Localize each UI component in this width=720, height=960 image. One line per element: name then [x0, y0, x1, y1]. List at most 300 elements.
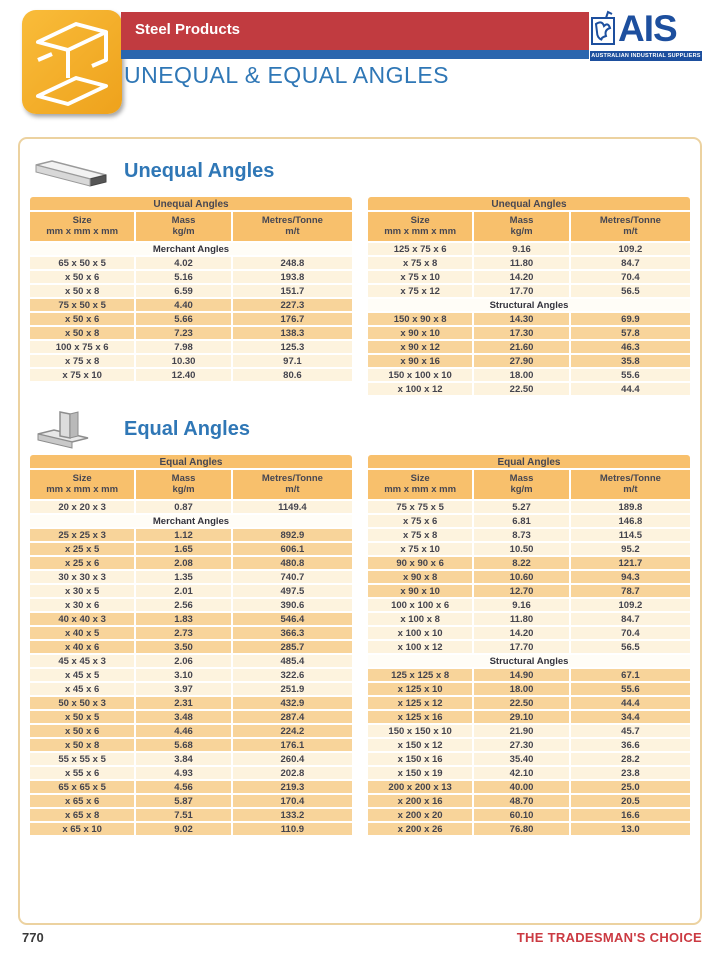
table-row [30, 683, 352, 697]
cell-metres-per-tonne: 189.8 [571, 501, 690, 515]
table-row [368, 627, 690, 641]
cell-metres-per-tonne: 202.8 [233, 767, 352, 781]
table-title: Equal Angles [30, 455, 352, 470]
cell-mass: 17.70 [474, 641, 571, 655]
cell-mass: 9.02 [136, 823, 233, 837]
cell-metres-per-tonne: 121.7 [571, 557, 690, 571]
cell-size: x 90 x 8 [368, 571, 474, 585]
table-row [30, 753, 352, 767]
page-title: UNEQUAL & EQUAL ANGLES [124, 62, 450, 88]
cell-size: 75 x 50 x 5 [30, 299, 136, 313]
cell-mass: 12.70 [474, 585, 571, 599]
section-title-unequal: Unequal Angles [124, 159, 275, 182]
cell-mass: 8.22 [474, 557, 571, 571]
table-row [30, 529, 352, 543]
table-row [30, 355, 352, 369]
cell-metres-per-tonne: 366.3 [233, 627, 352, 641]
cell-size: x 125 x 16 [368, 711, 474, 725]
cell-size: x 45 x 5 [30, 669, 136, 683]
unequal-table-left [30, 197, 352, 383]
cell-mass: 17.70 [474, 285, 571, 299]
table-row [368, 823, 690, 837]
column-header: Size mm x mm x mm [368, 470, 474, 501]
cell-size: 30 x 30 x 3 [30, 571, 136, 585]
table-row [30, 711, 352, 725]
cell-size: 65 x 50 x 5 [30, 257, 136, 271]
cell-metres-per-tonne: 70.4 [571, 271, 690, 285]
cell-size: x 90 x 10 [368, 327, 474, 341]
cell-mass: 14.30 [474, 313, 571, 327]
table-row [30, 627, 352, 641]
table-row [368, 697, 690, 711]
cell-size: x 150 x 12 [368, 739, 474, 753]
cell-metres-per-tonne: 248.8 [233, 257, 352, 271]
cell-size: x 200 x 20 [368, 809, 474, 823]
column-header: Size mm x mm x mm [30, 212, 136, 243]
cell-metres-per-tonne: 892.9 [233, 529, 352, 543]
table-row [30, 571, 352, 585]
cell-mass: 21.60 [474, 341, 571, 355]
table-row [368, 543, 690, 557]
cell-mass: 4.56 [136, 781, 233, 795]
unequal-tables-row [30, 197, 690, 397]
table-row [30, 697, 352, 711]
cell-metres-per-tonne: 138.3 [233, 327, 352, 341]
cell-size: x 150 x 19 [368, 767, 474, 781]
cell-metres-per-tonne: 170.4 [233, 795, 352, 809]
cell-mass: 5.66 [136, 313, 233, 327]
table-title: Equal Angles [368, 455, 690, 470]
table-row [30, 795, 352, 809]
ibeam-outline-icon [28, 16, 116, 108]
cell-metres-per-tonne: 94.3 [571, 571, 690, 585]
cell-mass: 0.87 [136, 501, 233, 515]
cell-size: x 25 x 5 [30, 543, 136, 557]
table-row [368, 557, 690, 571]
cell-metres-per-tonne: 95.2 [571, 543, 690, 557]
table-row [368, 501, 690, 515]
cell-size: x 75 x 10 [368, 543, 474, 557]
table-title: Unequal Angles [368, 197, 690, 212]
cell-mass: 7.98 [136, 341, 233, 355]
cell-mass: 3.97 [136, 683, 233, 697]
cell-metres-per-tonne: 151.7 [233, 285, 352, 299]
cell-mass: 76.80 [474, 823, 571, 837]
table-header-row [368, 212, 690, 243]
table-row [368, 271, 690, 285]
equal-tables-row [30, 455, 690, 837]
column-header: Metres/Tonne m/t [571, 212, 690, 243]
footer-tagline: THE TRADESMAN'S CHOICE [516, 930, 702, 945]
cell-mass: 14.20 [474, 271, 571, 285]
cell-mass: 27.30 [474, 739, 571, 753]
cell-metres-per-tonne: 67.1 [571, 669, 690, 683]
cell-metres-per-tonne: 251.9 [233, 683, 352, 697]
cell-mass: 18.00 [474, 683, 571, 697]
table-subheader: Merchant Angles [30, 243, 352, 257]
cell-mass: 60.10 [474, 809, 571, 823]
cell-metres-per-tonne: 36.6 [571, 739, 690, 753]
cell-size: 25 x 25 x 3 [30, 529, 136, 543]
column-header: Mass kg/m [136, 470, 233, 501]
table-row [368, 753, 690, 767]
cell-mass: 3.48 [136, 711, 233, 725]
cell-size: 200 x 200 x 13 [368, 781, 474, 795]
cell-mass: 27.90 [474, 355, 571, 369]
cell-size: x 200 x 26 [368, 823, 474, 837]
cell-size: x 75 x 12 [368, 285, 474, 299]
cell-size: x 50 x 8 [30, 285, 136, 299]
cell-mass: 21.90 [474, 725, 571, 739]
cell-metres-per-tonne: 193.8 [233, 271, 352, 285]
red-header-bar [121, 12, 589, 50]
cell-size: 55 x 55 x 5 [30, 753, 136, 767]
table-row [368, 669, 690, 683]
cell-mass: 10.60 [474, 571, 571, 585]
cell-metres-per-tonne: 260.4 [233, 753, 352, 767]
cell-mass: 4.46 [136, 725, 233, 739]
cell-size: x 125 x 12 [368, 697, 474, 711]
cell-mass: 35.40 [474, 753, 571, 767]
table-row [368, 795, 690, 809]
table-row [30, 669, 352, 683]
cell-metres-per-tonne: 57.8 [571, 327, 690, 341]
cell-size: x 200 x 16 [368, 795, 474, 809]
cell-metres-per-tonne: 322.6 [233, 669, 352, 683]
cell-size: x 50 x 6 [30, 313, 136, 327]
cell-mass: 48.70 [474, 795, 571, 809]
blue-header-bar [121, 50, 589, 59]
table-row [368, 341, 690, 355]
table-row [368, 257, 690, 271]
cell-size: 125 x 125 x 8 [368, 669, 474, 683]
table-row [30, 341, 352, 355]
cell-mass: 5.27 [474, 501, 571, 515]
table-row [30, 641, 352, 655]
cell-metres-per-tonne: 480.8 [233, 557, 352, 571]
cell-size: 150 x 100 x 10 [368, 369, 474, 383]
cell-size: x 100 x 12 [368, 641, 474, 655]
cell-size: 50 x 50 x 3 [30, 697, 136, 711]
cell-metres-per-tonne: 546.4 [233, 613, 352, 627]
cell-metres-per-tonne: 606.1 [233, 543, 352, 557]
cell-metres-per-tonne: 44.4 [571, 383, 690, 397]
section-title-equal: Equal Angles [124, 417, 250, 440]
cell-size: 90 x 90 x 6 [368, 557, 474, 571]
cell-metres-per-tonne: 35.8 [571, 355, 690, 369]
cell-metres-per-tonne: 740.7 [233, 571, 352, 585]
cell-mass: 4.02 [136, 257, 233, 271]
cell-metres-per-tonne: 176.1 [233, 739, 352, 753]
page-footer [22, 930, 702, 945]
table-row [30, 313, 352, 327]
cell-mass: 11.80 [474, 257, 571, 271]
table-row [368, 767, 690, 781]
cell-mass: 8.73 [474, 529, 571, 543]
cell-size: x 100 x 10 [368, 627, 474, 641]
cell-metres-per-tonne: 219.3 [233, 781, 352, 795]
table-row [368, 313, 690, 327]
table-row [30, 327, 352, 341]
cell-metres-per-tonne: 485.4 [233, 655, 352, 669]
cell-size: x 75 x 10 [368, 271, 474, 285]
cell-size: x 25 x 6 [30, 557, 136, 571]
table-row [30, 543, 352, 557]
table-row [30, 809, 352, 823]
cell-size: x 75 x 10 [30, 369, 136, 383]
table-row [30, 739, 352, 753]
cell-size: x 50 x 8 [30, 739, 136, 753]
cell-metres-per-tonne: 46.3 [571, 341, 690, 355]
cell-size: x 45 x 6 [30, 683, 136, 697]
cell-metres-per-tonne: 78.7 [571, 585, 690, 599]
cell-metres-per-tonne: 1149.4 [233, 501, 352, 515]
table-row [368, 327, 690, 341]
table-row [368, 641, 690, 655]
cell-mass: 22.50 [474, 383, 571, 397]
table-row [368, 739, 690, 753]
cell-size: 45 x 45 x 3 [30, 655, 136, 669]
table-header-row [368, 470, 690, 501]
cell-size: 20 x 20 x 3 [30, 501, 136, 515]
cell-size: x 30 x 5 [30, 585, 136, 599]
cell-mass: 2.56 [136, 599, 233, 613]
cell-metres-per-tonne: 69.9 [571, 313, 690, 327]
table-row [368, 725, 690, 739]
equal-table-left [30, 455, 352, 837]
cell-size: 150 x 150 x 10 [368, 725, 474, 739]
cell-mass: 12.40 [136, 369, 233, 383]
cell-metres-per-tonne: 133.2 [233, 809, 352, 823]
cell-metres-per-tonne: 432.9 [233, 697, 352, 711]
cell-mass: 22.50 [474, 697, 571, 711]
steel-beam-logo-icon [22, 10, 122, 114]
table-row [368, 809, 690, 823]
table-subheader: Merchant Angles [30, 515, 352, 529]
cell-metres-per-tonne: 224.2 [233, 725, 352, 739]
cell-size: 65 x 65 x 5 [30, 781, 136, 795]
cell-mass: 2.01 [136, 585, 233, 599]
cell-mass: 6.59 [136, 285, 233, 299]
cell-size: x 50 x 6 [30, 725, 136, 739]
cell-mass: 29.10 [474, 711, 571, 725]
cell-size: x 75 x 6 [368, 515, 474, 529]
table-row [368, 711, 690, 725]
cell-metres-per-tonne: 109.2 [571, 599, 690, 613]
cell-metres-per-tonne: 80.6 [233, 369, 352, 383]
cell-size: x 90 x 16 [368, 355, 474, 369]
column-header: Size mm x mm x mm [368, 212, 474, 243]
table-row [30, 655, 352, 669]
cell-metres-per-tonne: 227.3 [233, 299, 352, 313]
flat-bar-icon [32, 151, 110, 191]
cell-size: x 55 x 6 [30, 767, 136, 781]
cell-mass: 7.23 [136, 327, 233, 341]
cell-metres-per-tonne: 23.8 [571, 767, 690, 781]
cell-metres-per-tonne: 56.5 [571, 641, 690, 655]
cell-mass: 42.10 [474, 767, 571, 781]
table-title: Unequal Angles [30, 197, 352, 212]
cell-metres-per-tonne: 34.4 [571, 711, 690, 725]
cell-metres-per-tonne: 84.7 [571, 613, 690, 627]
table-row [30, 599, 352, 613]
cell-size: x 30 x 6 [30, 599, 136, 613]
column-header: Metres/Tonne m/t [233, 470, 352, 501]
ais-logo-text: AIS [618, 8, 677, 49]
cell-mass: 10.50 [474, 543, 571, 557]
column-header: Mass kg/m [136, 212, 233, 243]
column-header: Metres/Tonne m/t [233, 212, 352, 243]
cell-size: 40 x 40 x 3 [30, 613, 136, 627]
table-row [368, 613, 690, 627]
table-row [30, 781, 352, 795]
cell-size: x 90 x 12 [368, 341, 474, 355]
cell-size: x 75 x 8 [368, 529, 474, 543]
cell-metres-per-tonne: 287.4 [233, 711, 352, 725]
cell-size: x 50 x 8 [30, 327, 136, 341]
cell-size: x 75 x 8 [368, 257, 474, 271]
cell-metres-per-tonne: 176.7 [233, 313, 352, 327]
cell-size: x 100 x 12 [368, 383, 474, 397]
cell-metres-per-tonne: 146.8 [571, 515, 690, 529]
cell-mass: 4.93 [136, 767, 233, 781]
table-subheader: Structural Angles [368, 655, 690, 669]
equal-angles-section-header [32, 407, 690, 451]
cell-metres-per-tonne: 55.6 [571, 369, 690, 383]
cell-size: 150 x 90 x 8 [368, 313, 474, 327]
equal-table-right [368, 455, 690, 837]
cell-mass: 5.87 [136, 795, 233, 809]
table-row [368, 585, 690, 599]
section-tab-label: Steel Products [135, 21, 241, 38]
cell-mass: 5.16 [136, 271, 233, 285]
table-row [30, 299, 352, 313]
cell-mass: 14.90 [474, 669, 571, 683]
ais-logo [590, 10, 702, 62]
cell-size: 125 x 75 x 6 [368, 243, 474, 257]
cell-size: 100 x 75 x 6 [30, 341, 136, 355]
cell-size: x 65 x 8 [30, 809, 136, 823]
cell-mass: 2.31 [136, 697, 233, 711]
cell-metres-per-tonne: 16.6 [571, 809, 690, 823]
content-box [18, 137, 702, 925]
cell-mass: 1.12 [136, 529, 233, 543]
cell-metres-per-tonne: 13.0 [571, 823, 690, 837]
column-header: Metres/Tonne m/t [571, 470, 690, 501]
cell-size: x 125 x 10 [368, 683, 474, 697]
cell-mass: 1.65 [136, 543, 233, 557]
column-header: Mass kg/m [474, 212, 571, 243]
unequal-table-right [368, 197, 690, 397]
cell-metres-per-tonne: 55.6 [571, 683, 690, 697]
cell-metres-per-tonne: 390.6 [233, 599, 352, 613]
cell-metres-per-tonne: 285.7 [233, 641, 352, 655]
cell-metres-per-tonne: 84.7 [571, 257, 690, 271]
cell-metres-per-tonne: 45.7 [571, 725, 690, 739]
cell-metres-per-tonne: 44.4 [571, 697, 690, 711]
cell-metres-per-tonne: 28.2 [571, 753, 690, 767]
cell-mass: 1.35 [136, 571, 233, 585]
cell-metres-per-tonne: 110.9 [233, 823, 352, 837]
cell-mass: 9.16 [474, 243, 571, 257]
table-row [368, 383, 690, 397]
table-row [368, 571, 690, 585]
cell-mass: 40.00 [474, 781, 571, 795]
cell-metres-per-tonne: 70.4 [571, 627, 690, 641]
cell-size: 75 x 75 x 5 [368, 501, 474, 515]
cell-mass: 17.30 [474, 327, 571, 341]
cell-size: x 75 x 8 [30, 355, 136, 369]
cell-mass: 7.51 [136, 809, 233, 823]
cell-size: x 100 x 8 [368, 613, 474, 627]
table-subheader: Structural Angles [368, 299, 690, 313]
table-row [30, 285, 352, 299]
cell-mass: 9.16 [474, 599, 571, 613]
ais-emblem-icon [590, 10, 616, 50]
table-row [368, 781, 690, 795]
unequal-angles-section-header [32, 149, 690, 193]
cell-size: x 150 x 16 [368, 753, 474, 767]
cell-mass: 6.81 [474, 515, 571, 529]
table-row [30, 501, 352, 515]
table-row [368, 599, 690, 613]
cell-mass: 1.83 [136, 613, 233, 627]
table-row [30, 725, 352, 739]
cell-size: 100 x 100 x 6 [368, 599, 474, 613]
table-row [30, 369, 352, 383]
cell-metres-per-tonne: 114.5 [571, 529, 690, 543]
cell-metres-per-tonne: 125.3 [233, 341, 352, 355]
cell-size: x 65 x 10 [30, 823, 136, 837]
table-header-row [30, 470, 352, 501]
cell-mass: 3.50 [136, 641, 233, 655]
cell-mass: 14.20 [474, 627, 571, 641]
table-row [30, 271, 352, 285]
cell-size: x 40 x 6 [30, 641, 136, 655]
cell-metres-per-tonne: 56.5 [571, 285, 690, 299]
cell-metres-per-tonne: 97.1 [233, 355, 352, 369]
table-row [30, 585, 352, 599]
table-header-row [30, 212, 352, 243]
cell-mass: 11.80 [474, 613, 571, 627]
cell-mass: 2.08 [136, 557, 233, 571]
column-header: Mass kg/m [474, 470, 571, 501]
table-row [368, 515, 690, 529]
table-row [30, 613, 352, 627]
cell-mass: 10.30 [136, 355, 233, 369]
cell-mass: 3.84 [136, 753, 233, 767]
cell-size: x 40 x 5 [30, 627, 136, 641]
column-header: Size mm x mm x mm [30, 470, 136, 501]
cell-mass: 4.40 [136, 299, 233, 313]
table-row [30, 557, 352, 571]
cell-metres-per-tonne: 497.5 [233, 585, 352, 599]
cell-size: x 50 x 5 [30, 711, 136, 725]
cell-mass: 5.68 [136, 739, 233, 753]
table-row [368, 285, 690, 299]
table-row [30, 823, 352, 837]
cell-size: x 50 x 6 [30, 271, 136, 285]
cell-metres-per-tonne: 25.0 [571, 781, 690, 795]
table-row [368, 355, 690, 369]
table-row [368, 369, 690, 383]
table-row [30, 767, 352, 781]
cell-mass: 18.00 [474, 369, 571, 383]
cell-metres-per-tonne: 109.2 [571, 243, 690, 257]
table-row [30, 257, 352, 271]
cell-mass: 2.73 [136, 627, 233, 641]
table-row [368, 529, 690, 543]
